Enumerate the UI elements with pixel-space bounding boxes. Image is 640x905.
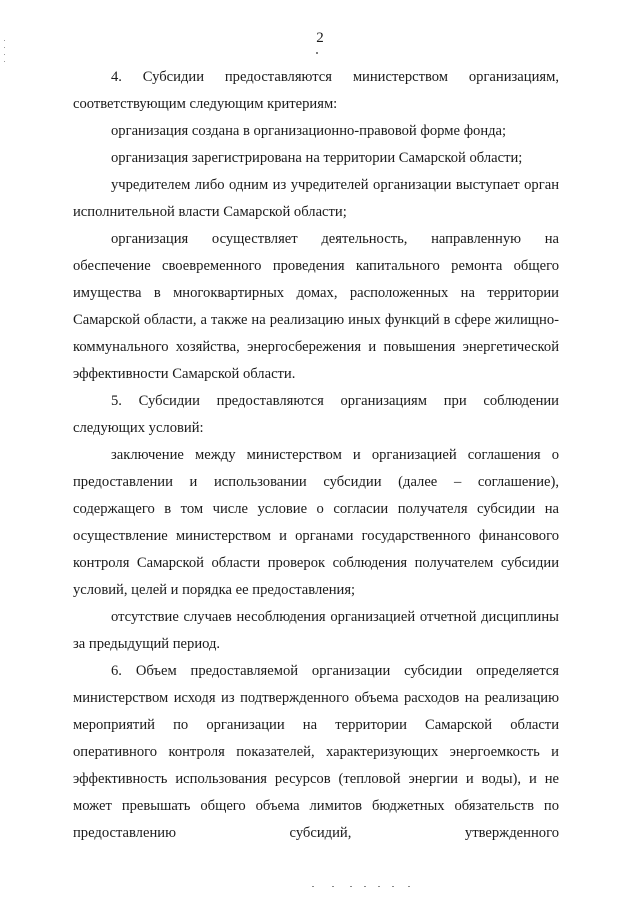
document-body <box>73 64 559 847</box>
criterion-founder: учредителем либо одним из учредителей организации выступает орган исполнительной власти Самарской области; <box>73 177 559 220</box>
scan-bottom-marks <box>312 886 422 890</box>
paragraph-5-intro: 5. Субсидии предоставляются организациям при соблюдении следующих условий: <box>73 393 559 436</box>
criterion-activity: организация осуществляет деятельность, направленную на обеспечение своевременного проведения капитального ремонта общего имущества в многоквартирных домах, расположенных на территории Самарской области, а также на реализацию иных функций в сфере жилищно-коммунального хозяйства, энергосбережения и повышения энергетической эффективности Самарской области. <box>73 231 559 382</box>
criterion-registration: организация зарегистрирована на территории Самарской области; <box>111 150 523 166</box>
scan-dot <box>316 52 318 54</box>
condition-agreement: заключение между министерством и организацией соглашения о предоставлении и использовании субсидии (далее – соглашение), содержащего в том числе условие о согласии получателя субсидии на осуществление министерством и органами государственного финансового контроля Самарской области проверок соблюдения получателем субсидии условий, целей и порядка ее предоставления; <box>73 447 559 598</box>
paragraph-6: 6. Объем предоставляемой организации субсидии определяется министерством исходя из подтвержденного объема расходов на реализацию мероприятий по организации на территории Самарской области оперативного контроля показателей, характеризующих энергоемкость и эффективность использования ресурсов (тепловой энергии и воды), и не может превышать общего объема лимитов бюджетных обязательств по предоставлению субсидий, утвержденного <box>73 663 559 841</box>
paragraph-4-intro: 4. Субсидии предоставляются министерством организациям, соответствующим следующим критериям: <box>73 69 559 112</box>
condition-discipline: отсутствие случаев несоблюдения организацией отчетной дисциплины за предыдущий период. <box>73 609 559 652</box>
page-number: 2 <box>316 30 324 46</box>
criterion-fund-form: организация создана в организационно-правовой форме фонда; <box>111 123 507 139</box>
